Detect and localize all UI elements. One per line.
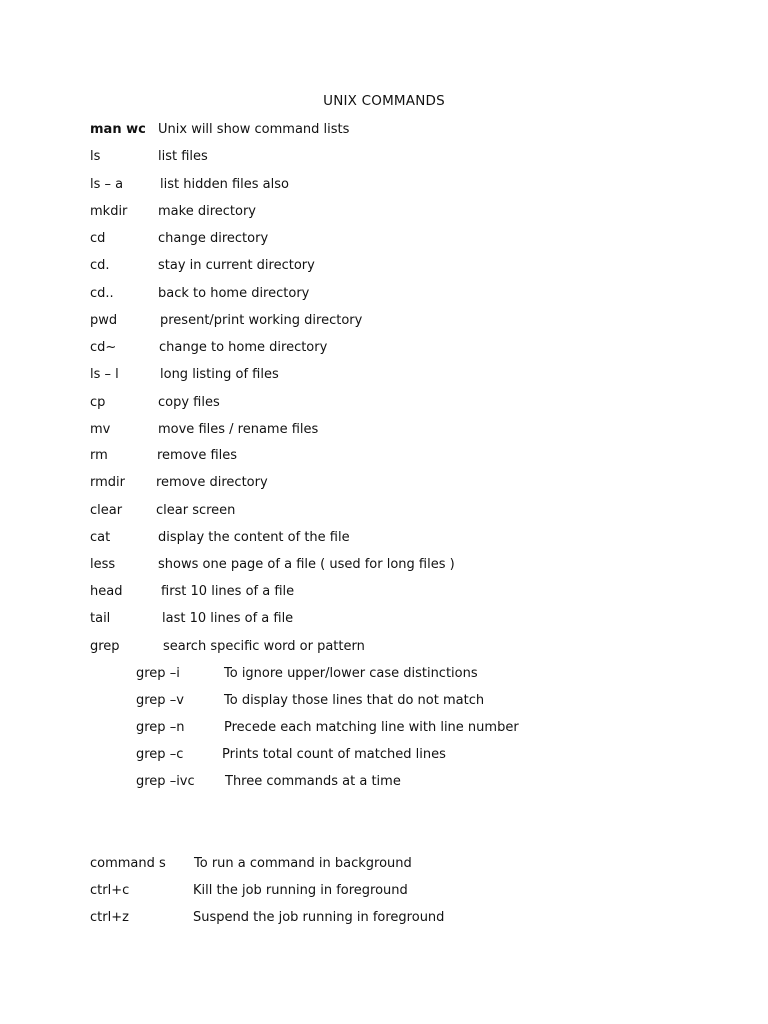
command-description: list files: [158, 149, 208, 164]
command-name: cd.: [90, 258, 110, 273]
grep-option-name: grep –n: [136, 720, 185, 735]
command-name: ls – a: [90, 177, 124, 192]
command-row: [0, 257, 768, 275]
job-control-row: [0, 882, 768, 900]
command-description: make directory: [158, 204, 256, 219]
command-row: [0, 556, 768, 574]
command-name: rmdir: [90, 475, 125, 490]
grep-option-description: Precede each matching line with line number: [224, 720, 519, 735]
grep-option-row: [0, 746, 768, 764]
grep-option-name: grep –ivc: [136, 774, 195, 789]
command-row: [0, 285, 768, 303]
command-name: man wc: [90, 122, 146, 137]
command-description: remove files: [157, 448, 238, 463]
command-description: first 10 lines of a file: [161, 584, 295, 599]
command-description: stay in current directory: [158, 258, 315, 273]
grep-option-description: Three commands at a time: [225, 774, 401, 789]
command-row: [0, 447, 768, 465]
command-name: cd~: [90, 340, 117, 355]
grep-option-name: grep –i: [136, 666, 180, 681]
command-description: change directory: [158, 231, 269, 246]
job-control-description: Kill the job running in foreground: [193, 883, 408, 898]
command-name: mkdir: [90, 204, 128, 219]
command-name: ls: [90, 149, 101, 164]
command-name: pwd: [90, 313, 118, 328]
job-control-description: Suspend the job running in foreground: [193, 910, 445, 925]
command-row: [0, 312, 768, 330]
command-row: [0, 638, 768, 656]
grep-option-row: [0, 719, 768, 737]
command-row: [0, 583, 768, 601]
command-name: rm: [90, 448, 108, 463]
command-row: [0, 339, 768, 357]
command-description: back to home directory: [158, 286, 310, 301]
grep-option-description: Prints total count of matched lines: [222, 747, 446, 762]
grep-option-name: grep –v: [136, 693, 184, 708]
command-name: ls – l: [90, 367, 119, 382]
command-description: change to home directory: [159, 340, 328, 355]
command-row: [0, 176, 768, 194]
command-name: cd..: [90, 286, 114, 301]
grep-option-description: To display those lines that do not match: [224, 693, 485, 708]
grep-option-row: [0, 773, 768, 791]
command-row: [0, 502, 768, 520]
command-description: search specific word or pattern: [163, 639, 365, 654]
command-name: less: [90, 557, 116, 572]
grep-option-name: grep –c: [136, 747, 184, 762]
command-description: Unix will show command lists: [158, 122, 350, 137]
command-row: [0, 121, 768, 139]
job-control-name: ctrl+c: [90, 883, 130, 898]
document-title: UNIX COMMANDS: [323, 93, 445, 109]
command-description: last 10 lines of a file: [162, 611, 294, 626]
command-row: [0, 203, 768, 221]
command-row: [0, 421, 768, 439]
command-row: [0, 394, 768, 412]
command-row: [0, 529, 768, 547]
command-name: mv: [90, 422, 111, 437]
command-row: [0, 230, 768, 248]
grep-option-row: [0, 692, 768, 710]
command-description: list hidden files also: [160, 177, 289, 192]
job-control-name: command s: [90, 856, 166, 871]
job-control-row: [0, 855, 768, 873]
command-name: tail: [90, 611, 111, 626]
command-name: cat: [90, 530, 111, 545]
command-description: present/print working directory: [160, 313, 363, 328]
command-name: clear: [90, 503, 123, 518]
command-row: [0, 474, 768, 492]
job-control-description: To run a command in background: [194, 856, 412, 871]
command-name: cp: [90, 395, 106, 410]
grep-option-description: To ignore upper/lower case distinctions: [224, 666, 478, 681]
job-control-name: ctrl+z: [90, 910, 129, 925]
command-name: cd: [90, 231, 106, 246]
command-row: [0, 610, 768, 628]
command-description: move files / rename files: [158, 422, 319, 437]
command-description: remove directory: [156, 475, 268, 490]
command-description: display the content of the file: [158, 530, 350, 545]
command-name: head: [90, 584, 123, 599]
command-description: long listing of files: [160, 367, 279, 382]
command-description: clear screen: [156, 503, 236, 518]
command-row: [0, 148, 768, 166]
grep-option-row: [0, 665, 768, 683]
command-name: grep: [90, 639, 120, 654]
command-row: [0, 366, 768, 384]
command-description: shows one page of a file ( used for long files ): [158, 557, 455, 572]
command-description: copy files: [158, 395, 220, 410]
job-control-row: [0, 909, 768, 927]
